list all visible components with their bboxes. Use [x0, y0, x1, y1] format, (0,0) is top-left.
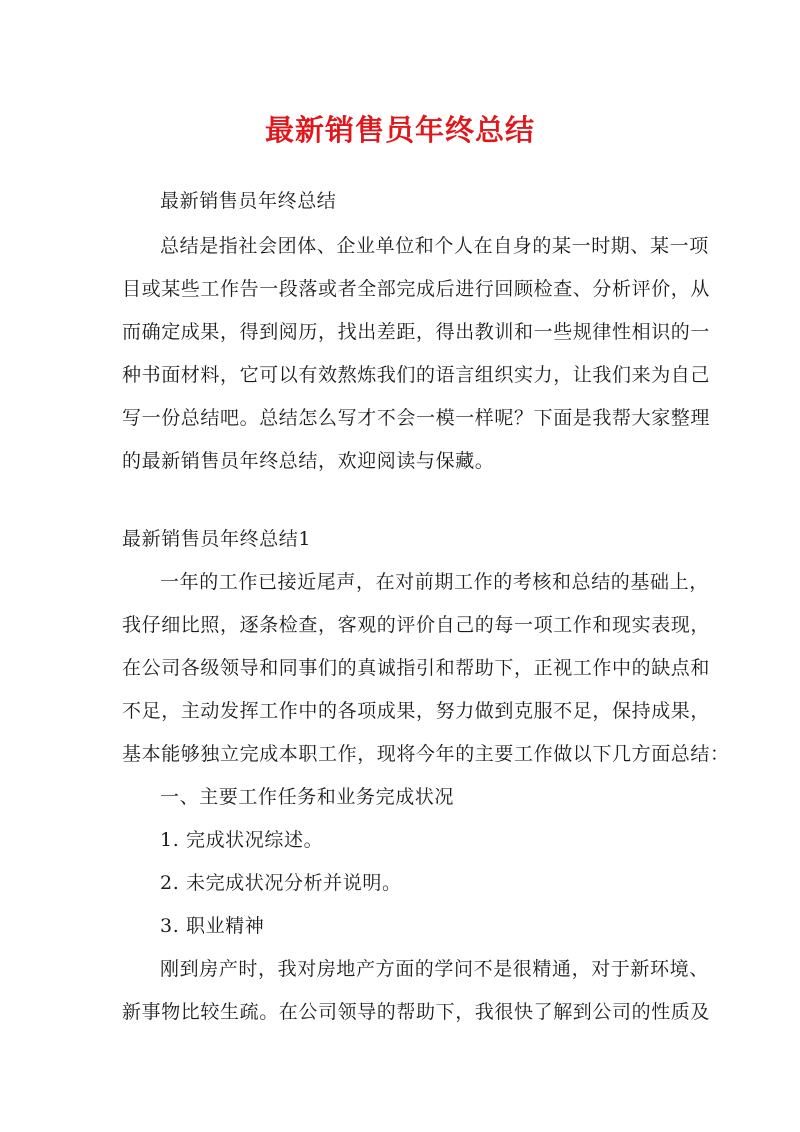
- intro-line: 种书面材料，它可以有效熬炼我们的语言组织实力，让我们来为自己: [122, 364, 711, 386]
- paragraph-line: 新事物比较生疏。在公司领导的帮助下，我很快了解到公司的性质及: [122, 1001, 711, 1023]
- intro-line: 目或某些工作告一段落或者全部完成后进行回顾检查、分析评价，从: [122, 278, 711, 300]
- list-item: 1. 完成状况综述。: [160, 829, 324, 851]
- list-item: 2. 未完成状况分析并说明。: [160, 872, 402, 894]
- intro-line: 写一份总结吧。总结怎么写才不会一模一样呢？下面是我帮大家整理: [122, 407, 711, 429]
- intro-subtitle: 最新销售员年终总结: [160, 190, 337, 212]
- section-heading: 最新销售员年终总结1: [122, 528, 312, 550]
- paragraph-line: 基本能够独立完成本职工作，现将今年的主要工作做以下几方面总结：: [122, 743, 730, 765]
- paragraph-line: 刚到房产时，我对房地产方面的学问不是很精通，对于新环境、: [160, 958, 709, 980]
- intro-line: 而确定成果，得到阅历，找出差距，得出教训和一些规律性相识的一: [122, 321, 711, 343]
- paragraph-line: 我仔细比照，逐条检查，客观的评价自己的每一项工作和现实表现，: [122, 614, 711, 636]
- subheading: 一、主要工作任务和业务完成状况: [160, 786, 455, 808]
- list-item: 3. 职业精神: [160, 915, 265, 937]
- paragraph-line: 一年的工作已接近尾声，在对前期工作的考核和总结的基础上，: [160, 571, 709, 593]
- document-title: 最新销售员年终总结: [264, 113, 535, 147]
- paragraph-line: 在公司各级领导和同事们的真诚指引和帮助下，正视工作中的缺点和: [122, 657, 711, 679]
- paragraph-line: 不足，主动发挥工作中的各项成果，努力做到克服不足，保持成果，: [122, 700, 711, 722]
- intro-line: 的最新销售员年终总结，欢迎阅读与保藏。: [122, 450, 495, 472]
- intro-line: 总结是指社会团体、企业单位和个人在自身的某一时期、某一项: [160, 235, 709, 257]
